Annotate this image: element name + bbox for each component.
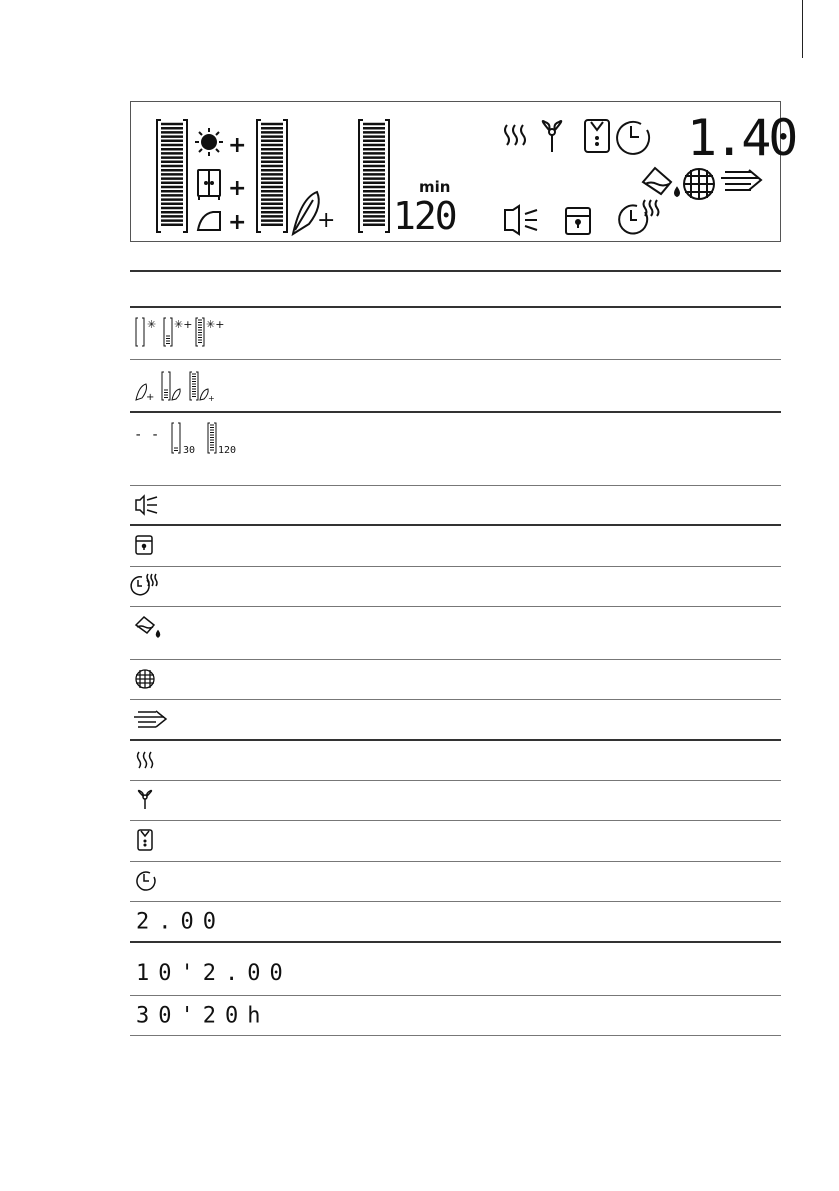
delay-start-icon [130,862,190,902]
min-value: 120 [393,194,456,238]
table-row-heat-exchanger [130,700,781,741]
delay-hours-digits: 30'20h [136,1003,270,1028]
table-row-buzzer [130,486,781,526]
svg-text:+: + [317,208,336,233]
water-container-icon [643,168,679,196]
table-row-child-lock [130,526,781,567]
min-label: min [419,178,451,196]
table-row-water-container [130,607,781,660]
delicate-bar-column [257,120,287,232]
svg-text:+: + [228,133,247,158]
cooling-phase-icon [130,781,190,821]
table-row-delicate [130,360,781,413]
svg-text:+: + [146,392,155,403]
time-value: 1.40 [687,109,796,167]
delicate-feather-bars-icon [130,360,250,413]
onetwenty-label: 120 [218,445,237,456]
table-row-cooling [130,781,781,821]
table-row-anti-crease [130,567,781,607]
display-panel [130,101,796,242]
svg-text:✳+: ✳+ [174,318,193,331]
anti-crease-phase-icon [130,821,190,862]
table-row-time [130,413,781,486]
anti-crease-icon [130,567,190,607]
table-row-drying-phase [130,741,781,781]
svg-text:✳: ✳ [147,318,157,331]
table-row-duration [130,902,781,943]
filter-icon [684,169,714,199]
heat-exchanger-icon [130,700,190,741]
symbol-table [130,270,781,1036]
page-edge-line [802,0,803,58]
svg-text:+: + [208,394,215,403]
cupboard-dry-icon [198,170,220,200]
thirty-label: 30 [183,445,196,456]
table-header [130,270,781,308]
display-graphic [131,102,796,243]
filter-icon [130,660,190,700]
time-bar-column [359,120,389,232]
buzzer-icon [505,206,537,234]
extra-dry-icon [195,128,223,156]
time-bars-icon [130,413,270,486]
delay-clock-icon [617,122,649,154]
cooling-fan-icon [543,121,562,152]
plus-signs [228,133,246,235]
dryness-bar-column [157,120,187,232]
heat-exchanger-icon [721,170,761,190]
table-row-delay-start [130,862,781,902]
table-row-delay-hours [130,996,781,1036]
anti-crease-shirt-icon [585,120,609,152]
table-row-delay-duration [130,943,781,996]
child-lock-icon [130,526,190,567]
buzzer-icon [130,486,190,526]
dash-label: - - [134,427,160,443]
delay-duration-digits: 10'2.00 [136,961,292,986]
svg-text:✳+: ✳+ [206,318,225,331]
table-row-dryness [130,308,781,360]
feather-icon [293,192,335,234]
svg-text:+: + [228,210,247,235]
dryness-level-bars-icon [130,308,250,360]
table-row-filter [130,660,781,700]
child-lock-icon [566,208,590,234]
table-row-anti-crease-phase [130,821,781,862]
drying-phase-icon [505,125,525,145]
svg-text:+: + [228,176,247,201]
iron-dry-icon [198,212,220,230]
water-container-icon [130,607,190,660]
duration-digits: 2.00 [136,909,225,934]
anti-crease-timer-icon [619,200,658,233]
drying-phase-icon [130,741,190,781]
